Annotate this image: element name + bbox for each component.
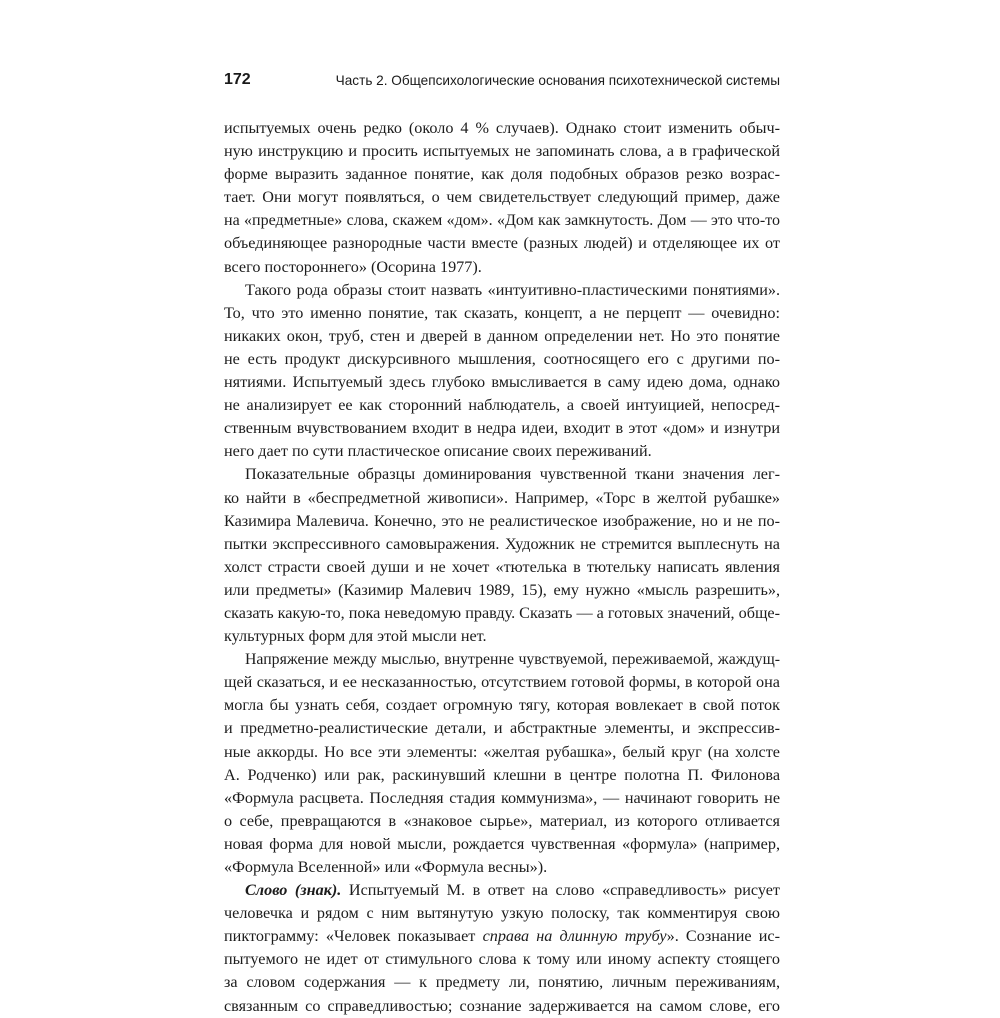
text-line: всего постороннего» (Осорина 1977).: [224, 257, 482, 276]
text-line: сказать какую-то, пока неведомую правду. Сказать — а готовых значений, обще-: [224, 603, 781, 622]
text-line: Казимира Малевича. Конечно, это не реалистическое изображение, но и не по-: [224, 511, 780, 530]
paragraph: [224, 879, 780, 1018]
page-header: [224, 70, 780, 94]
body-text: [224, 117, 780, 1018]
text-line: за словом содержания — к предмету ли, понятию, личным переживаниям,: [224, 973, 780, 992]
page-number: 172: [224, 71, 251, 88]
emphasis: справа на длинную трубу: [482, 927, 667, 946]
text-line: «Формула Вселенной» или «Формула весны»).: [224, 858, 548, 876]
text-line: объединяющее разнородные части вместе (разных людей) и отделяющее их от: [224, 234, 780, 253]
text-line: «Формула расцвета. Последняя стадия коммунизма», — начинают говорить не: [224, 788, 780, 807]
text-line: [224, 879, 780, 902]
text-line: культурных форм для этой мысли нет.: [224, 627, 487, 646]
text-line: То, что это именно понятие, так сказать, концепт, а не перцепт — очевидно:: [224, 303, 780, 322]
paragraph: [224, 463, 780, 648]
text-line: ные аккорды. Но все эти элементы: «желтая рубашка», белый круг (на холсте: [224, 742, 780, 761]
text-line: новая форма для новой мысли, рождается чувственная «формула» (например,: [224, 834, 780, 853]
text-line: никаких окон, труб, стен и дверей в данном определении нет. Но это понятие: [224, 326, 780, 345]
text-line: испытуемых очень редко (около 4 % случаев). Однако стоит изменить обыч-: [224, 119, 780, 137]
paragraph: [224, 648, 780, 879]
text-line: нятиями. Испытуемый здесь глубоко вмысливается в саму идею дома, однако: [224, 373, 780, 392]
text-run: Испытуемый М. в ответ на слово «справедливость» рисует: [341, 881, 780, 900]
text-line: человечка и рядом с ним вытянутую узкую полоску, так комментируя свою: [224, 904, 780, 923]
text-line: [224, 925, 780, 948]
text-run: ». Сознание ис-: [666, 927, 780, 946]
text-line: Показательные образцы доминирования чувственной ткани значения лег-: [245, 465, 780, 484]
paragraph: [224, 117, 780, 279]
text-line: тает. Они могут появляться, о чем свидетельствует следующий пример, даже: [224, 188, 780, 207]
text-line: ко найти в «беспредметной живописи». Например, «Торс в желтой рубашке»: [224, 488, 780, 507]
text-line: ственным вчувствованием входит в недра идеи, входит в этот «дом» и изнутри: [224, 419, 780, 438]
text-line: пытуемого не идет от стимульного слова к тому или иному аспекту стоящего: [224, 950, 780, 969]
text-line: холст страсти своей души и не хочет «тютелька в тютельку написать явления: [224, 557, 780, 576]
running-title: Часть 2. Общепсихологические основания психотехнической системы: [335, 73, 780, 88]
text-run: пиктограмму: «Человек показывает: [224, 927, 483, 946]
text-line: Напряжение между мыслью, внутренне чувствуемой, переживаемой, жаждущ-: [245, 651, 780, 669]
text-line: и предметно-реалистические детали, и абстрактные элементы, и экспрессив-: [224, 719, 780, 738]
run-in-heading: Слово (знак).: [245, 881, 342, 900]
text-line: не есть продукт дискурсивного мышления, соотносящего его с другими по-: [224, 349, 780, 368]
text-line: форме выразить заданное понятие, как доля подобных образов резко возрас-: [224, 165, 780, 184]
text-line: щей сказаться, и ее несказанностью, отсутствием готовой формы, в которой она: [224, 673, 780, 692]
text-line: на «предметные» слова, скажем «дом». «Дом как замкнутость. Дом — это что-то: [224, 212, 780, 230]
text-line: Такого рода образы стоит назвать «интуитивно-пластическими понятиями».: [245, 280, 780, 299]
text-line: могла бы узнать себя, создает огромную тягу, которая вовлекает в свой поток: [224, 696, 780, 715]
text-line: А. Родченко) или рак, раскинувший клешни в центре полотна П. Филонова: [224, 765, 780, 784]
text-line: о себе, превращаются в «знаковое сырье», материал, из которого отливается: [224, 811, 780, 830]
text-line: него дает по сути пластическое описание своих переживаний.: [224, 442, 652, 461]
text-line: или предметы» (Казимир Малевич 1989, 15), ему нужно «мысль разрешить»,: [224, 580, 780, 599]
text-line: пытки экспрессивного самовыражения. Художник не стремится выплеснуть на: [224, 534, 780, 553]
text-line: ную инструкцию и просить испытуемых не запоминать слова, а в графической: [224, 142, 780, 161]
text-line: связанным со справедливостью; сознание задерживается на самом слове, его: [224, 996, 780, 1015]
paragraph: [224, 279, 780, 464]
text-line: не анализирует ее как сторонний наблюдатель, а своей интуицией, непосред-: [224, 396, 780, 415]
